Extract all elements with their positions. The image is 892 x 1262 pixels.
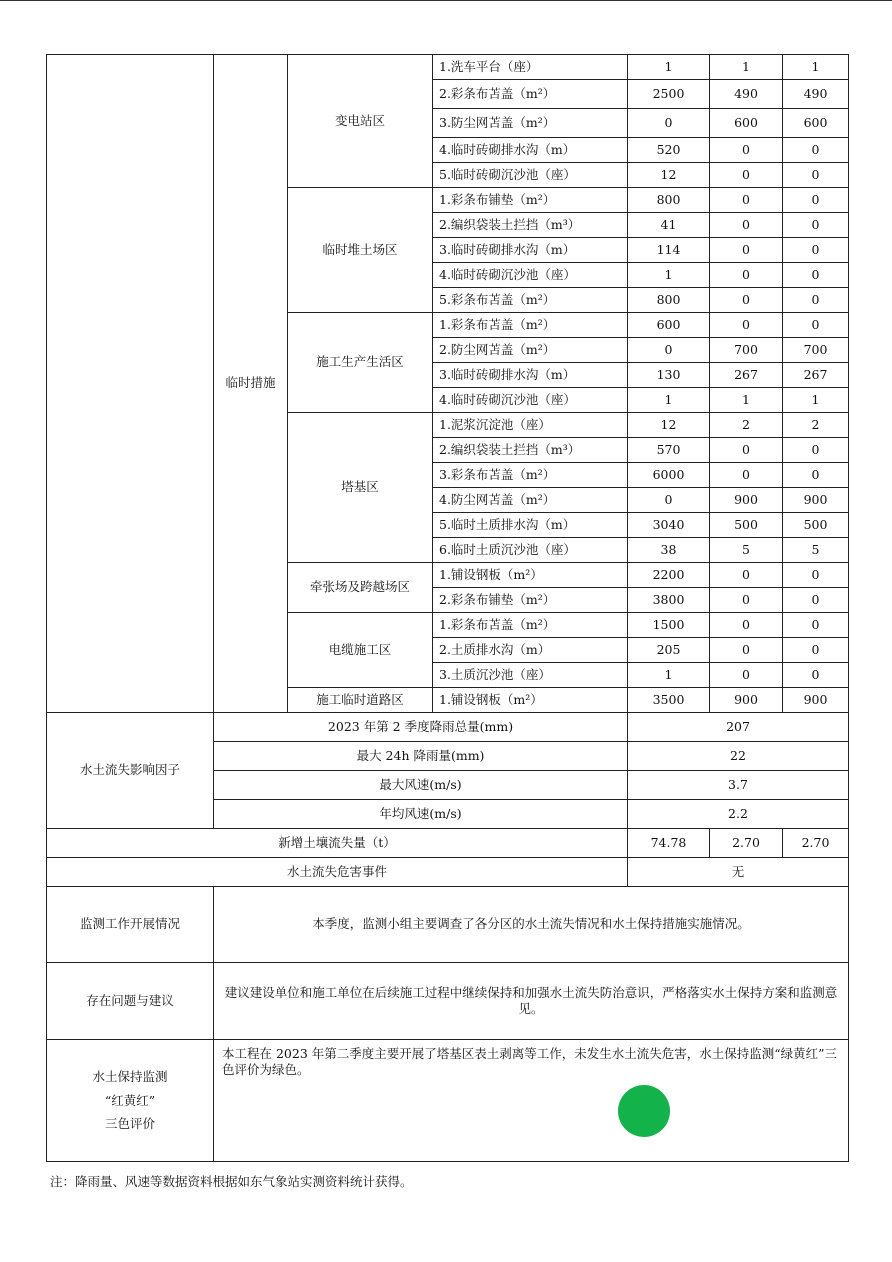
value-quarter: 600 bbox=[710, 109, 783, 138]
factor-value: 3.7 bbox=[628, 771, 849, 800]
factor-value: 2.2 bbox=[628, 800, 849, 829]
value-quarter: 0 bbox=[710, 438, 783, 463]
value-cumulative: 490 bbox=[783, 80, 849, 109]
measure-item: 2.彩条布苫盖（m²） bbox=[433, 80, 628, 109]
value-design: 0 bbox=[628, 338, 710, 363]
factor-name: 年均风速(m/s) bbox=[214, 800, 628, 829]
soil-loss-design: 74.78 bbox=[628, 829, 710, 858]
value-cumulative: 0 bbox=[783, 163, 849, 188]
monitoring-text: 本季度，监测小组主要调查了各分区的水土流失情况和水土保持措施实施情况。 bbox=[214, 887, 849, 963]
measure-item: 2.编织袋装土拦挡（m³） bbox=[433, 438, 628, 463]
measure-item: 3.土质沉沙池（座） bbox=[433, 663, 628, 688]
measure-item: 4.临时砖砌排水沟（m） bbox=[433, 138, 628, 163]
value-design: 6000 bbox=[628, 463, 710, 488]
value-quarter: 0 bbox=[710, 188, 783, 213]
soil-loss-quarter: 2.70 bbox=[710, 829, 783, 858]
value-quarter: 5 bbox=[710, 538, 783, 563]
value-quarter: 1 bbox=[710, 388, 783, 413]
zone-name: 电缆施工区 bbox=[288, 613, 433, 688]
measure-item: 1.泥浆沉淀池（座） bbox=[433, 413, 628, 438]
soil-loss-label: 新增土壤流失量（t） bbox=[47, 829, 628, 858]
measure-item: 5.临时砖砌沉沙池（座） bbox=[433, 163, 628, 188]
value-design: 38 bbox=[628, 538, 710, 563]
page-top-rule bbox=[0, 0, 892, 1]
value-cumulative: 0 bbox=[783, 613, 849, 638]
value-design: 1 bbox=[628, 663, 710, 688]
measure-item: 2.编织袋装土拦挡（m³） bbox=[433, 213, 628, 238]
measure-item: 3.彩条布苫盖（m²） bbox=[433, 463, 628, 488]
issues-text: 建议建设单位和施工单位在后续施工过程中继续保持和加强水土流失防治意识，严格落实水土保持方案和监测意见。 bbox=[214, 963, 849, 1040]
assessment-label-line2: “红黄红” bbox=[104, 1092, 156, 1108]
value-design: 3800 bbox=[628, 588, 710, 613]
hazard-value: 无 bbox=[628, 858, 849, 887]
measure-item: 4.临时砖砌沉沙池（座） bbox=[433, 263, 628, 288]
value-cumulative: 5 bbox=[783, 538, 849, 563]
value-cumulative: 1 bbox=[783, 388, 849, 413]
monitoring-label: 监测工作开展情况 bbox=[47, 887, 214, 963]
factors-label: 水土流失影响因子 bbox=[47, 713, 214, 829]
hazard-label: 水土流失危害事件 bbox=[47, 858, 628, 887]
assessment-label-line1: 水土保持监测 bbox=[92, 1068, 168, 1084]
value-design: 800 bbox=[628, 188, 710, 213]
assessment-cell bbox=[214, 1040, 849, 1162]
zone-name: 临时堆土场区 bbox=[288, 188, 433, 313]
value-quarter: 0 bbox=[710, 263, 783, 288]
value-cumulative: 0 bbox=[783, 213, 849, 238]
factor-value: 22 bbox=[628, 742, 849, 771]
value-cumulative: 267 bbox=[783, 363, 849, 388]
value-design: 114 bbox=[628, 238, 710, 263]
measure-item: 1.洗车平台（座） bbox=[433, 55, 628, 80]
value-design: 1 bbox=[628, 388, 710, 413]
value-quarter: 267 bbox=[710, 363, 783, 388]
zone-name: 施工临时道路区 bbox=[288, 688, 433, 713]
value-design: 0 bbox=[628, 488, 710, 513]
value-cumulative: 0 bbox=[783, 263, 849, 288]
zone-name: 施工生产生活区 bbox=[288, 313, 433, 413]
value-quarter: 900 bbox=[710, 488, 783, 513]
value-design: 1 bbox=[628, 55, 710, 80]
measure-item: 3.防尘网苫盖（m²） bbox=[433, 109, 628, 138]
value-cumulative: 600 bbox=[783, 109, 849, 138]
measure-item: 2.土质排水沟（m） bbox=[433, 638, 628, 663]
value-design: 3040 bbox=[628, 513, 710, 538]
value-cumulative: 0 bbox=[783, 588, 849, 613]
value-cumulative: 0 bbox=[783, 438, 849, 463]
measure-item: 2.防尘网苫盖（m²） bbox=[433, 338, 628, 363]
assessment-label bbox=[47, 1040, 214, 1162]
value-quarter: 0 bbox=[710, 213, 783, 238]
value-cumulative: 900 bbox=[783, 688, 849, 713]
value-quarter: 700 bbox=[710, 338, 783, 363]
value-cumulative: 0 bbox=[783, 313, 849, 338]
value-cumulative: 0 bbox=[783, 238, 849, 263]
measure-item: 1.彩条布铺垫（m²） bbox=[433, 188, 628, 213]
value-design: 12 bbox=[628, 413, 710, 438]
zone-name: 牵张场及跨越场区 bbox=[288, 563, 433, 613]
value-design: 1 bbox=[628, 263, 710, 288]
factor-name: 2023 年第 2 季度降雨总量(mm) bbox=[214, 713, 628, 742]
value-design: 130 bbox=[628, 363, 710, 388]
value-cumulative: 2 bbox=[783, 413, 849, 438]
value-quarter: 0 bbox=[710, 288, 783, 313]
measure-item: 1.彩条布苫盖（m²） bbox=[433, 313, 628, 338]
measure-item: 3.临时砖砌排水沟（m） bbox=[433, 363, 628, 388]
measure-item: 4.临时砖砌沉沙池（座） bbox=[433, 388, 628, 413]
value-quarter: 0 bbox=[710, 163, 783, 188]
blank-category-cell bbox=[47, 55, 214, 713]
value-design: 800 bbox=[628, 288, 710, 313]
measure-item: 3.临时砖砌排水沟（m） bbox=[433, 238, 628, 263]
value-design: 41 bbox=[628, 213, 710, 238]
value-quarter: 0 bbox=[710, 313, 783, 338]
value-quarter: 500 bbox=[710, 513, 783, 538]
footnote: 注：降雨量、风速等数据资料根据如东气象站实测资料统计获得。 bbox=[50, 1174, 413, 1189]
value-design: 570 bbox=[628, 438, 710, 463]
value-cumulative: 0 bbox=[783, 288, 849, 313]
value-cumulative: 900 bbox=[783, 488, 849, 513]
measure-item: 1.彩条布苫盖（m²） bbox=[433, 613, 628, 638]
value-quarter: 0 bbox=[710, 663, 783, 688]
value-cumulative: 0 bbox=[783, 663, 849, 688]
zone-name: 变电站区 bbox=[288, 55, 433, 188]
factor-name: 最大 24h 降雨量(mm) bbox=[214, 742, 628, 771]
value-quarter: 0 bbox=[710, 613, 783, 638]
value-design: 3500 bbox=[628, 688, 710, 713]
value-quarter: 490 bbox=[710, 80, 783, 109]
value-cumulative: 0 bbox=[783, 188, 849, 213]
value-design: 0 bbox=[628, 109, 710, 138]
measure-item: 4.防尘网苫盖（m²） bbox=[433, 488, 628, 513]
measure-item: 5.临时土质排水沟（m） bbox=[433, 513, 628, 538]
monitoring-table bbox=[46, 54, 849, 1162]
value-cumulative: 0 bbox=[783, 638, 849, 663]
measure-item: 2.彩条布铺垫（m²） bbox=[433, 588, 628, 613]
value-quarter: 0 bbox=[710, 463, 783, 488]
value-design: 2500 bbox=[628, 80, 710, 109]
factor-value: 207 bbox=[628, 713, 849, 742]
issues-label: 存在问题与建议 bbox=[47, 963, 214, 1040]
value-quarter: 0 bbox=[710, 588, 783, 613]
measure-item: 1.铺设钢板（m²） bbox=[433, 688, 628, 713]
value-cumulative: 0 bbox=[783, 463, 849, 488]
measure-item: 1.铺设钢板（m²） bbox=[433, 563, 628, 588]
green-indicator-icon bbox=[618, 1085, 670, 1137]
value-design: 205 bbox=[628, 638, 710, 663]
soil-loss-cumulative: 2.70 bbox=[783, 829, 849, 858]
value-cumulative: 0 bbox=[783, 138, 849, 163]
measure-item: 6.临时土质沉沙池（座） bbox=[433, 538, 628, 563]
value-quarter: 0 bbox=[710, 138, 783, 163]
measure-item: 5.彩条布苫盖（m²） bbox=[433, 288, 628, 313]
factor-name: 最大风速(m/s) bbox=[214, 771, 628, 800]
value-design: 12 bbox=[628, 163, 710, 188]
assessment-label-line3: 三色评价 bbox=[104, 1116, 155, 1132]
value-design: 1500 bbox=[628, 613, 710, 638]
value-cumulative: 0 bbox=[783, 563, 849, 588]
value-quarter: 900 bbox=[710, 688, 783, 713]
value-design: 600 bbox=[628, 313, 710, 338]
value-quarter: 2 bbox=[710, 413, 783, 438]
value-quarter: 0 bbox=[710, 638, 783, 663]
value-design: 2200 bbox=[628, 563, 710, 588]
value-cumulative: 1 bbox=[783, 55, 849, 80]
zone-name: 塔基区 bbox=[288, 413, 433, 563]
value-cumulative: 500 bbox=[783, 513, 849, 538]
assessment-text: 本工程在 2023 年第二季度主要开展了塔基区表土剥离等工作，未发生水土流失危害，水土保持监测“绿黄红”三色评价为绿色。 bbox=[222, 1046, 838, 1078]
value-quarter: 1 bbox=[710, 55, 783, 80]
value-design: 520 bbox=[628, 138, 710, 163]
temporary-measures-label: 临时措施 bbox=[214, 55, 288, 713]
value-cumulative: 700 bbox=[783, 338, 849, 363]
value-quarter: 0 bbox=[710, 238, 783, 263]
value-quarter: 0 bbox=[710, 563, 783, 588]
